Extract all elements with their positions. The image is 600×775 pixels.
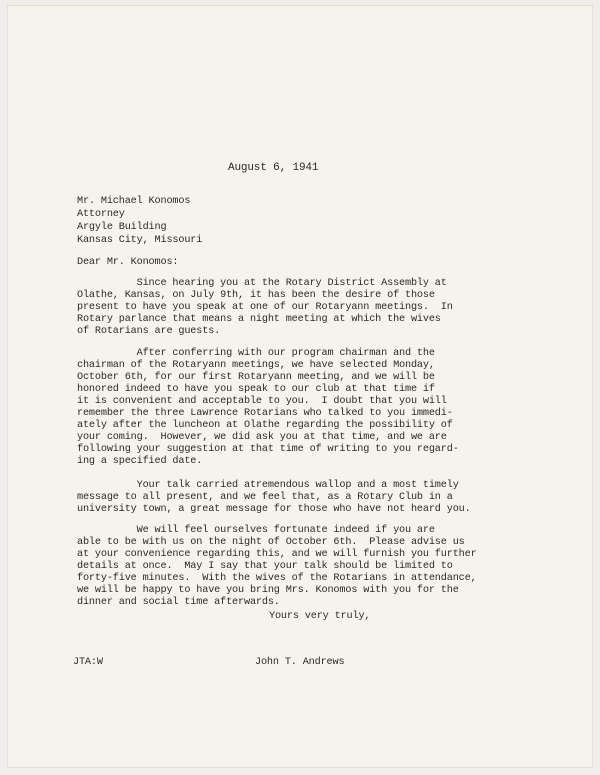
paragraph-line: we will be happy to have you bring Mrs. Konomos with you for the	[77, 585, 459, 596]
paragraph-line: remember the three Lawrence Rotarians who talked to you immedi-	[77, 408, 453, 419]
recipient-title: Attorney	[77, 209, 125, 220]
paragraph-3	[77, 480, 557, 516]
paragraph-line: Olathe, Kansas, on July 9th, it has been the desire of those	[77, 290, 435, 301]
paragraph-line: Rotary parlance that means a night meeting at which the wives	[77, 314, 441, 325]
paragraph-line: October 6th, for our first Rotaryann meeting, and we will be	[77, 372, 435, 383]
paragraph-line: dinner and social time afterwards.	[77, 597, 280, 608]
paragraph-line: able to be with us on the night of October 6th. Please advise us	[77, 537, 465, 548]
paragraph-line: it is convenient and acceptable to you. I doubt that you will	[77, 396, 447, 407]
paragraph-line: university town, a great message for those who have not heard you.	[77, 504, 471, 515]
paragraph-line: chairman of the Rotaryann meetings, we have selected Monday,	[77, 360, 435, 371]
paragraph-line: honored indeed to have you speak to our club at that time if	[77, 384, 435, 395]
paragraph-line: ing a specified date.	[77, 456, 203, 467]
paragraph-line: forty-five minutes. With the wives of the Rotarians in attendance,	[77, 573, 477, 584]
paragraph-line: at your convenience regarding this, and we will furnish you further	[77, 549, 477, 560]
paragraph-2	[77, 348, 557, 468]
typist-initials: JTA:W	[73, 657, 103, 668]
paragraph-1	[77, 278, 557, 338]
paragraph-line: Since hearing you at the Rotary District Assembly at	[77, 278, 447, 289]
paragraph-line: message to all present, and we feel that, as a Rotary Club in a	[77, 492, 453, 503]
letter-date: August 6, 1941	[228, 162, 319, 174]
closing: Yours very truly,	[269, 611, 371, 622]
letter-page	[8, 6, 592, 767]
recipient-building: Argyle Building	[77, 222, 167, 233]
paragraph-line: details at once. May I say that your talk should be limited to	[77, 561, 453, 572]
salutation: Dear Mr. Konomos:	[77, 257, 179, 268]
paragraph-line: After conferring with our program chairman and the	[77, 348, 435, 359]
paragraph-line: We will feel ourselves fortunate indeed if you are	[77, 525, 435, 536]
paragraph-line: of Rotarians are guests.	[77, 326, 221, 337]
paragraph-line: your coming. However, we did ask you at that time, and we are	[77, 432, 447, 443]
paragraph-line: Your talk carried atremendous wallop and a most timely	[77, 480, 459, 491]
paragraph-line: present to have you speak at one of our Rotaryann meetings. In	[77, 302, 453, 313]
recipient-name: Mr. Michael Konomos	[77, 196, 191, 207]
paragraph-line: following your suggestion at that time of writing to you regard-	[77, 444, 459, 455]
paragraph-line: ately after the luncheon at Olathe regarding the possibility of	[77, 420, 453, 431]
signer-name: John T. Andrews	[255, 657, 345, 668]
paragraph-4	[77, 525, 557, 609]
recipient-city: Kansas City, Missouri	[77, 235, 203, 246]
